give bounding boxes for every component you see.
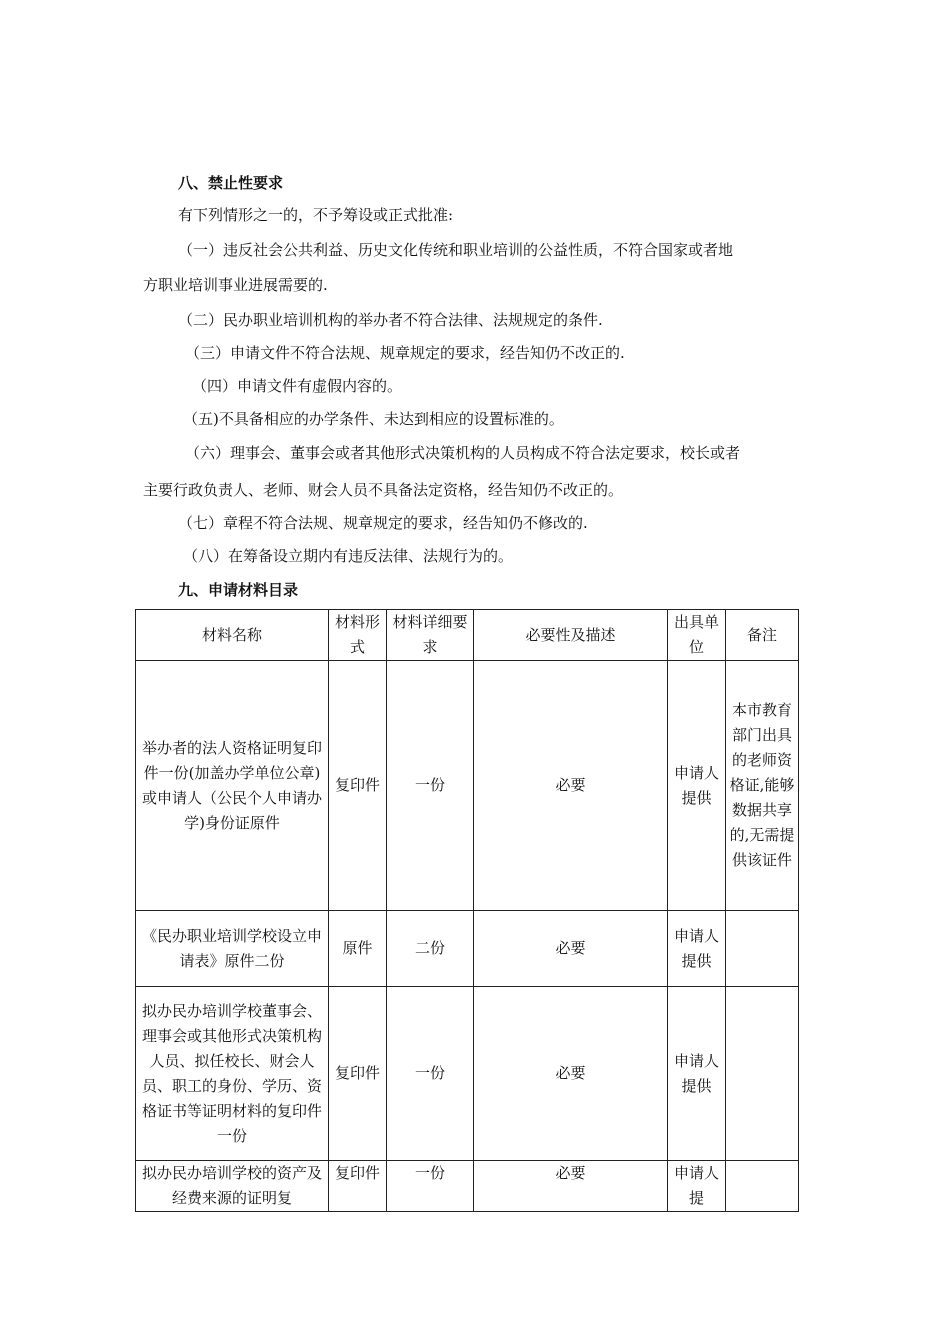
cell-issuing-unit: 申请人提供: [668, 911, 726, 987]
prohibition-item-8: （八）在筹备设立期内有违反法律、法规行为的。: [183, 547, 514, 565]
cell-remarks: 本市教育部门出具的老师资格证,能够数据共享的,无需提供该证件: [726, 661, 799, 911]
header-material-name: 材料名称: [136, 610, 329, 661]
cell-necessity: 必要: [474, 661, 668, 911]
prohibition-item-6: （六）理事会、董事会或者其他形式决策机构的人员构成不符合法定要求，校长或者: [185, 444, 741, 462]
cell-issuing-unit: 申请人提: [668, 1161, 726, 1212]
cell-necessity: 必要: [474, 987, 668, 1161]
section-9-heading: 九、申请材料目录: [178, 581, 299, 599]
cell-material-name: 拟办民办培训学校的资产及经费来源的证明复: [136, 1161, 329, 1212]
prohibition-item-3: （三）申请文件不符合法规、规章规定的要求，经告知仍不改正的.: [185, 344, 625, 362]
materials-table: [135, 609, 799, 1212]
cell-detail-requirement: 一份: [387, 661, 474, 911]
table-row: [136, 911, 799, 987]
prohibition-item-5: （五)不具备相应的办学条件、未达到相应的设置标准的。: [183, 410, 564, 428]
cell-material-name: 拟办民办培训学校董事会、理事会或其他形式决策机构人员、拟任校长、财会人员、职工的身份、学历、资格证书等证明材料的复印件一份: [136, 987, 329, 1161]
cell-detail-requirement: 一份: [387, 1161, 474, 1212]
table-row: [136, 1161, 799, 1212]
section-8-heading: 八、禁止性要求: [178, 174, 284, 192]
cell-material-form: 原件: [329, 911, 387, 987]
header-issuing-unit: 出具单位: [668, 610, 726, 661]
table-row: [136, 661, 799, 911]
cell-material-name: 举办者的法人资格证明复印件一份(加盖办学单位公章)或申请人（公民个人申请办学)身份证原件: [136, 661, 329, 911]
section-8-intro: 有下列情形之一的，不予筹设或正式批准:: [178, 206, 454, 224]
header-remarks: 备注: [726, 610, 799, 661]
prohibition-item-1-cont: 方职业培训事业进展需要的.: [143, 276, 328, 294]
cell-remarks: [726, 1161, 799, 1212]
header-material-form: 材料形式: [329, 610, 387, 661]
header-detail-requirement: 材料详细要求: [387, 610, 474, 661]
header-necessity: 必要性及描述: [474, 610, 668, 661]
cell-necessity: 必要: [474, 911, 668, 987]
cell-remarks: [726, 987, 799, 1161]
cell-detail-requirement: 二份: [387, 911, 474, 987]
prohibition-item-7: （七）章程不符合法规、规章规定的要求，经告知仍不修改的.: [178, 514, 588, 532]
table-row: [136, 987, 799, 1161]
cell-detail-requirement: 一份: [387, 987, 474, 1161]
table-header-row: [136, 610, 799, 661]
cell-issuing-unit: 申请人提供: [668, 987, 726, 1161]
cell-issuing-unit: 申请人提供: [668, 661, 726, 911]
cell-material-form: 复印件: [329, 661, 387, 911]
cell-material-name: 《民办职业培训学校设立申请表》原件二份: [136, 911, 329, 987]
prohibition-item-4: （四）申请文件有虚假内容的。: [192, 377, 403, 395]
prohibition-item-1: （一）违反社会公共利益、历史文化传统和职业培训的公益性质，不符合国家或者地: [178, 241, 734, 259]
prohibition-item-2: （二）民办职业培训机构的举办者不符合法律、法规规定的条件.: [178, 311, 603, 329]
cell-remarks: [726, 911, 799, 987]
prohibition-item-6-cont: 主要行政负责人、老师、财会人员不具备法定资格，经告知仍不改正的。: [143, 481, 624, 499]
cell-material-form: 复印件: [329, 1161, 387, 1212]
cell-material-form: 复印件: [329, 987, 387, 1161]
cell-necessity: 必要: [474, 1161, 668, 1212]
